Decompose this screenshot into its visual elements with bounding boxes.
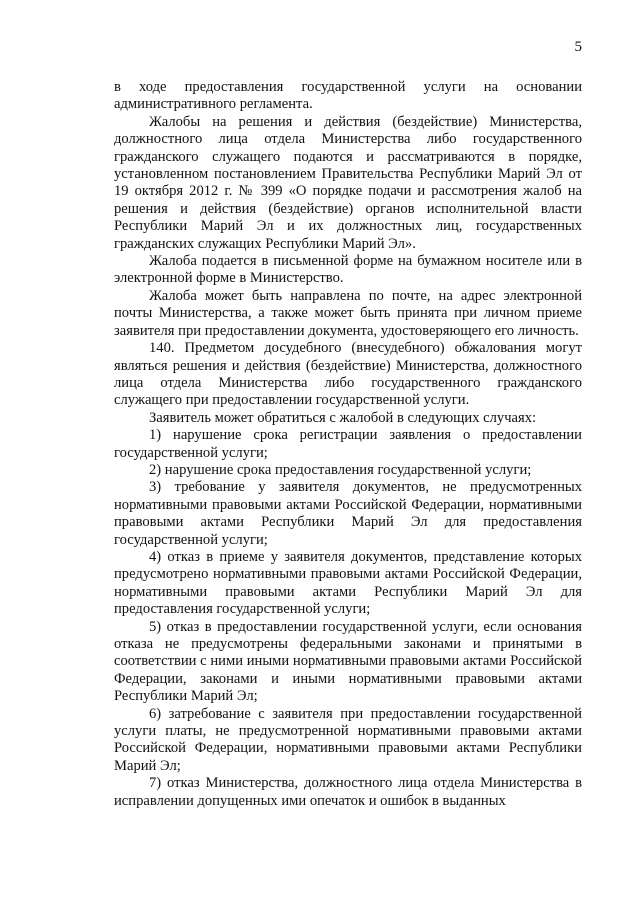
paragraph-complaint-submission: Жалоба может быть направлена по почте, на адрес электронной почты Министерства, а также может быть принята при личном приеме заявителя при предоставлении документа, удостоверяющего его личность. <box>114 287 582 339</box>
list-item-4: 4) отказ в приеме у заявителя документов, представление которых предусмотрено нормативными правовыми актами Российской Федерации, нормативными правовыми актами Республики Марий Эл для предоставления государственной услуги; <box>114 548 582 618</box>
paragraph-complaint-form: Жалоба подается в письменной форме на бумажном носителе или в электронной форме в Министерство. <box>114 253 582 287</box>
paragraph-cases-intro: Заявитель может обратиться с жалобой в следующих случаях: <box>149 409 537 426</box>
list-item-7: 7) отказ Министерства, должностного лица отдела Министерства в исправлении допущенных ими опечаток и ошибок в выданных <box>114 775 582 809</box>
list-item-2: 2) нарушение срока предоставления государственной услуги; <box>149 461 532 478</box>
paragraph-continuation: в ходе предоставления государственной услуги на основании административного регламента. <box>114 79 582 113</box>
document-body <box>114 79 582 810</box>
list-item-1: 1) нарушение срока регистрации заявления о предоставлении государственной услуги; <box>114 427 582 461</box>
list-item-5: 5) отказ в предоставлении государственной услуги, если основания отказа не предусмотрены федеральными законами и принятыми в соответствии с ними иными нормативными правовыми актами Российской Федерации, законами и иными нормативными правовыми актами Республики Марий Эл; <box>114 618 582 705</box>
paragraph-complaints-procedure: Жалобы на решения и действия (бездействие) Министерства, должностного лица отдела Министерства либо государственного гражданского служащего подаются и рассматриваются в порядке, установленном постановлением Правительства Республики Марий Эл от 19 октября 2012 г. № 399 «О порядке подачи и рассмотрения жалоб на решения и действия (бездействие) органов исполнительной власти Республики Марий Эл и их должностных лиц, государственных гражданских служащих Республики Марий Эл». <box>114 113 582 252</box>
list-item-6: 6) затребование с заявителя при предоставлении государственной услуги платы, не предусмотренной нормативными правовыми актами Российской Федерации, нормативными правовыми актами Республики Марий Эл; <box>114 705 582 774</box>
page-number: 5 <box>574 39 582 55</box>
list-item-3: 3) требование у заявителя документов, не предусмотренных нормативными правовыми актами Российской Федерации, нормативными правовыми актами Республики Марий Эл для предоставления государственной услуги; <box>114 479 582 548</box>
paragraph-item-140: 140. Предметом досудебного (внесудебного) обжалования могут являться решения и действия (бездействие) Министерства, должностного лица отдела Министерства либо государственного гражданского служащего при предоставлении государственной услуги. <box>114 340 582 409</box>
